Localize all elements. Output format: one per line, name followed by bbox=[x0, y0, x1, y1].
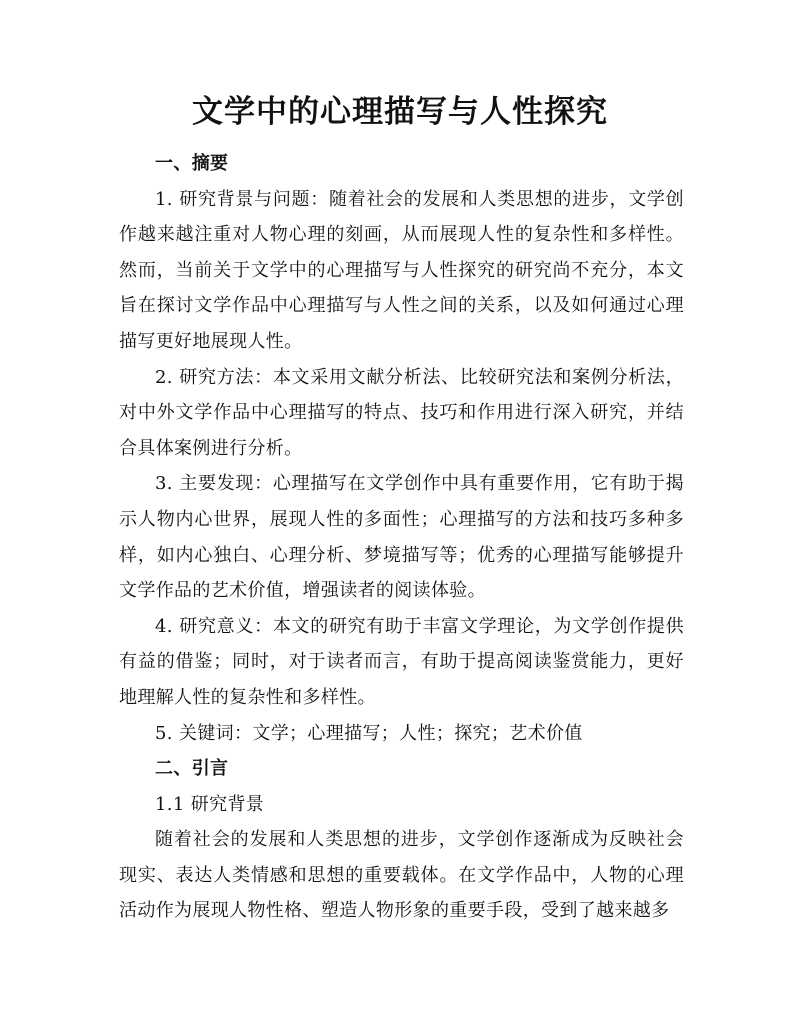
abstract-paragraph-significance: 4. 研究意义：本文的研究有助于丰富文学理论，为文学创作提供有益的借鉴；同时，对于读者而言，有助于提高阅读鉴赏能力，更好地理解人性的复杂性和多样性。 bbox=[119, 615, 684, 708]
section-heading-introduction: 二、引言 bbox=[155, 758, 229, 780]
subsection-heading-background: 1.1 研究背景 bbox=[155, 793, 265, 815]
abstract-paragraph-background: 1. 研究背景与问题：随着社会的发展和人类思想的进步，文学创作越来越注重对人物心理的刻画，从而展现人性的复杂性和多样性。然而，当前关于文学中的心理描写与人性探究的研究尚不充分，本文旨在探讨文学作品中心理描写与人性之间的关系，以及如何通过心理描写更好地展现人性。 bbox=[119, 188, 684, 352]
abstract-paragraph-methods: 2. 研究方法：本文采用文献分析法、比较研究法和案例分析法，对中外文学作品中心理描写的特点、技巧和作用进行深入研究，并结合具体案例进行分析。 bbox=[119, 366, 684, 459]
introduction-paragraph: 随着社会的发展和人类思想的进步，文学创作逐渐成为反映社会现实、表达人类情感和思想的重要载体。在文学作品中，人物的心理活动作为展现人物性格、塑造人物形象的重要手段，受到了越来越多 bbox=[119, 829, 684, 922]
abstract-paragraph-keywords: 5. 关键词：文学；心理描写；人性；探究；艺术价值 bbox=[155, 722, 583, 744]
document-title: 文学中的心理描写与人性探究 bbox=[192, 94, 608, 130]
section-heading-abstract: 一、摘要 bbox=[155, 153, 229, 174]
document-body bbox=[119, 146, 684, 929]
abstract-paragraph-findings: 3. 主要发现：心理描写在文学创作中具有重要作用，它有助于揭示人物内心世界，展现人性的多面性；心理描写的方法和技巧多种多样，如内心独白、心理分析、梦境描写等；优秀的心理描写能够提升文学作品的艺术价值，增强读者的阅读体验。 bbox=[119, 473, 684, 602]
